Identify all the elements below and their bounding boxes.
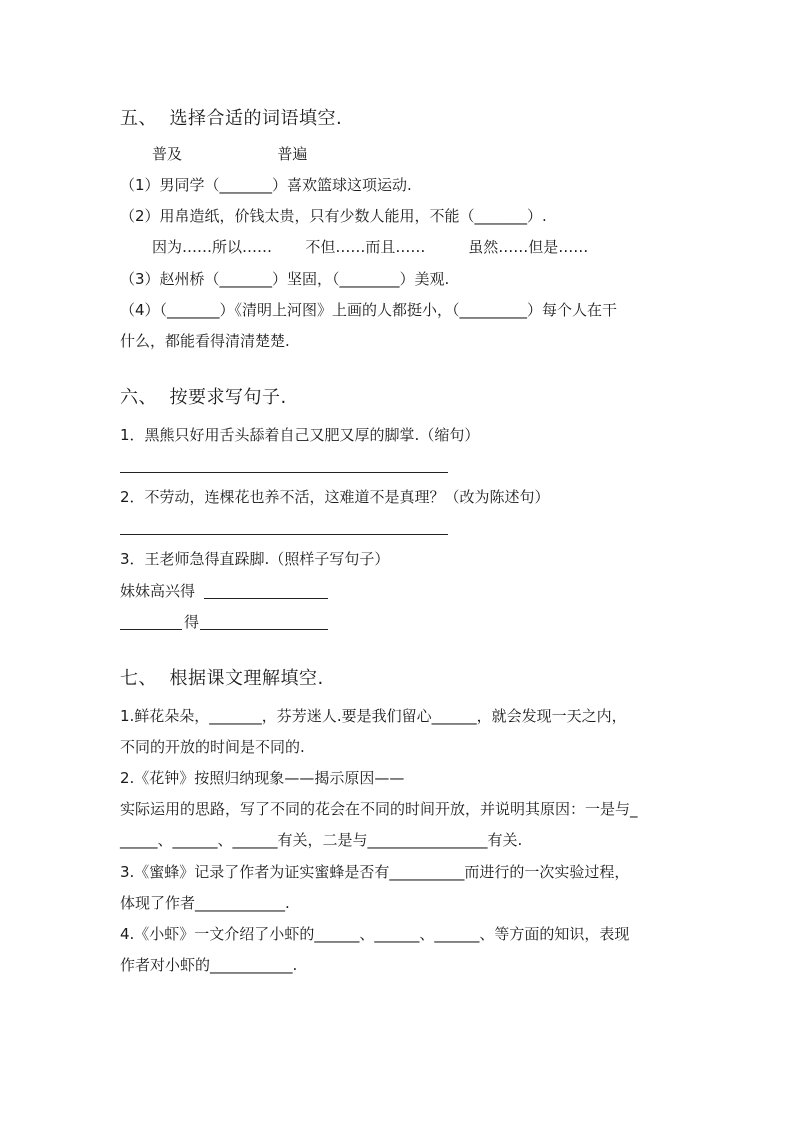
section-5-word-choices: 普及 普遍 xyxy=(152,145,308,163)
section-7-question-3-line-2: 体现了作者____________. xyxy=(120,894,290,912)
section-6-question-2: 2．不劳动，连棵花也养不活，这难道不是真理？（改为陈述句） xyxy=(120,488,550,506)
section-5-question-3: （3）赵州桥（_______）坚固，（________）美观. xyxy=(120,270,450,288)
section-7-question-2-line-2: 实际运用的思路，写了不同的花会在不同的时间开放，并说明其原因：一是与_ xyxy=(120,800,638,818)
section-6-question-1: 1．黑熊只好用舌头舔着自己又肥又厚的脚掌.（缩句） xyxy=(120,426,480,444)
section-5-question-1: （1）男同学（_______）喜欢篮球这项运动. xyxy=(120,176,412,194)
section-6-example-de: 得 xyxy=(184,613,200,631)
section-7-question-4-line-2: 作者对小虾的___________. xyxy=(120,956,298,974)
answer-line[interactable] xyxy=(204,598,328,599)
answer-line[interactable] xyxy=(120,629,182,630)
section-5-heading: 五、 选择合适的词语填空. xyxy=(120,108,343,129)
section-5-conjunction-choices: 因为……所以…… 不但……而且…… 虽然……但是…… xyxy=(152,238,589,256)
answer-line[interactable] xyxy=(120,534,448,535)
answer-line[interactable] xyxy=(200,629,328,630)
section-6-heading: 六、 按要求写句子. xyxy=(120,387,287,408)
section-7-question-2-line-1: 2.《花钟》按照归纳现象——揭示原因—— xyxy=(120,769,405,787)
section-7-question-4-line-1: 4.《小虾》一文介绍了小虾的______、______、______、等方面的知识，表现 xyxy=(120,925,630,943)
section-7-question-1-line-1: 1.鲜花朵朵，_______，芬芳迷人.要是我们留心______，就会发现一天之内， xyxy=(120,707,627,725)
section-6-question-3: 3．王老师急得直跺脚.（照样子写句子） xyxy=(120,550,390,568)
section-6-example-prefix: 妹妹高兴得 xyxy=(120,582,196,600)
section-7-question-1-line-2: 不同的开放的时间是不同的. xyxy=(120,738,305,756)
section-5-question-4-line-1: （4）（_______）《清明上河图》上画的人都挺小，（_________）每个人在干 xyxy=(120,301,618,319)
section-5-question-2: （2）用帛造纸，价钱太贵，只有少数人能用，不能（_______）. xyxy=(120,207,547,225)
section-7-question-2-line-3: _____、______、______有关，二是与________________有关. xyxy=(120,831,523,849)
section-5-question-4-line-2: 什么，都能看得清清楚楚. xyxy=(120,332,290,350)
answer-line[interactable] xyxy=(120,472,448,473)
section-7-heading: 七、 根据课文理解填空. xyxy=(120,668,324,689)
section-7-question-3-line-1: 3.《蜜蜂》记录了作者为证实蜜蜂是否有__________而进行的一次实验过程， xyxy=(120,863,630,881)
